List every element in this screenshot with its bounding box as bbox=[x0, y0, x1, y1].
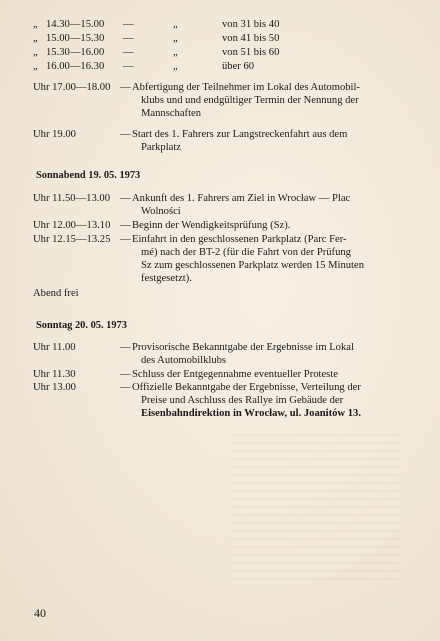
entry-time: Uhr 12.00—13.10 bbox=[33, 220, 111, 231]
schedule-text: von 41 bis 50 bbox=[222, 33, 280, 44]
day-heading: Sonntag 20. 05. 1973 bbox=[36, 320, 127, 331]
schedule-time: 15.00—15.30 bbox=[46, 33, 105, 44]
schedule-text: von 31 bis 40 bbox=[222, 19, 280, 30]
entry-time: Uhr 13.00 bbox=[33, 382, 76, 393]
day-heading: Sonnabend 19. 05. 1973 bbox=[36, 170, 141, 181]
entry-time: Uhr 12.15—13.25 bbox=[33, 234, 111, 245]
entry-text: Mannschaften bbox=[141, 108, 202, 119]
dash: — bbox=[123, 61, 134, 72]
entry-text: mé) nach der BT-2 (für die Fahrt von der Prüfung bbox=[141, 247, 351, 258]
entry-time: Uhr 11.00 bbox=[33, 342, 76, 353]
dash: — bbox=[123, 47, 134, 58]
schedule-time: 16.00—16.30 bbox=[46, 61, 105, 72]
entry-text: Preise und Aschluss des Rallye im Gebäude der bbox=[141, 395, 344, 406]
schedule-text: über 60 bbox=[222, 61, 255, 72]
page-number: 40 bbox=[34, 606, 46, 620]
dash: — bbox=[120, 382, 131, 393]
ditto-mark: „ bbox=[33, 19, 38, 30]
entry-text: Eisenbahndirektion in Wrocław, ul. Joanitów 13. bbox=[141, 408, 361, 419]
entry-text: Beginn der Wendigkeitsprüfung (Sz). bbox=[132, 220, 291, 231]
entry-text: Abfertigung der Teilnehmer im Lokal des Automobil- bbox=[132, 82, 360, 93]
entry-time: Uhr 11.30 bbox=[33, 369, 76, 380]
entry-text: Schluss der Entgegennahme eventueller Proteste bbox=[132, 369, 338, 380]
bleed-through-texture bbox=[230, 430, 400, 580]
evening-note: Abend frei bbox=[33, 288, 79, 299]
dash: — bbox=[120, 342, 131, 353]
entry-text: Ankunft des 1. Fahrers am Ziel in Wrocław — Plac bbox=[132, 193, 351, 204]
entry-text: festgesetzt). bbox=[141, 273, 192, 284]
entry-text: Parkplatz bbox=[141, 142, 182, 153]
entry-text: Sz zum geschlossenen Parkplatz werden 15 Minuten bbox=[141, 260, 365, 271]
dash: — bbox=[120, 234, 131, 245]
entry-text: Provisorische Bekanntgabe der Ergebnisse im Lokal bbox=[132, 342, 354, 353]
ditto-mark: „ bbox=[173, 33, 178, 44]
dash: — bbox=[120, 220, 131, 231]
ditto-mark: „ bbox=[173, 61, 178, 72]
ditto-mark: „ bbox=[33, 47, 38, 58]
entry-text: Einfahrt in den geschlossenen Parkplatz (Parc Fer- bbox=[132, 234, 347, 245]
entry-text: klubs und und endgültiger Termin der Nennung der bbox=[141, 95, 359, 106]
entry-text: Offizielle Bekanntgabe der Ergebnisse, Verteilung der bbox=[132, 382, 361, 393]
schedule-time: 14.30—15.00 bbox=[46, 19, 105, 30]
entry-time: Uhr 17.00—18.00 bbox=[33, 82, 111, 93]
dash: — bbox=[123, 33, 134, 44]
ditto-mark: „ bbox=[173, 47, 178, 58]
ditto-mark: „ bbox=[33, 33, 38, 44]
dash: — bbox=[120, 129, 131, 140]
ditto-mark: „ bbox=[173, 19, 178, 30]
dash: — bbox=[123, 19, 134, 30]
dash: — bbox=[120, 369, 131, 380]
dash: — bbox=[120, 193, 131, 204]
entry-time: Uhr 11.50—13.00 bbox=[33, 193, 110, 204]
entry-time: Uhr 19.00 bbox=[33, 129, 76, 140]
entry-text: Wolności bbox=[141, 206, 181, 217]
schedule-time: 15.30—16.00 bbox=[46, 47, 105, 58]
entry-text: Start des 1. Fahrers zur Langstreckenfahrt aus dem bbox=[132, 129, 348, 140]
dash: — bbox=[120, 82, 131, 93]
schedule-text: von 51 bis 60 bbox=[222, 47, 280, 58]
ditto-mark: „ bbox=[33, 61, 38, 72]
entry-text: des Automobilklubs bbox=[141, 355, 227, 366]
